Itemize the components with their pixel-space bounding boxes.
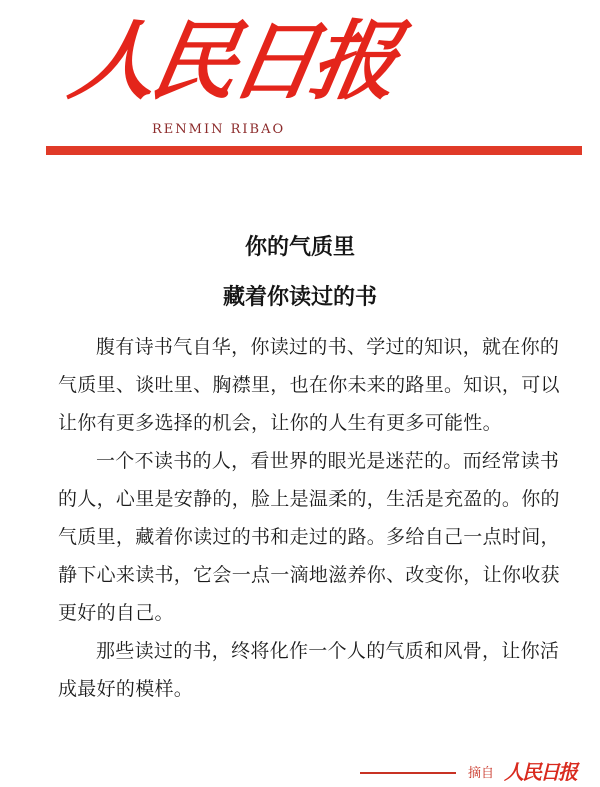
newspaper-pinyin: RENMIN RIBAO	[152, 122, 286, 137]
masthead-divider	[46, 146, 582, 155]
article-paragraph-1: 腹有诗书气自华，你读过的书、学过的知识，就在你的气质里、谈吐里、胸襟里，也在你未来的路里。知识，可以让你有更多选择的机会，让你的人生有更多可能性。	[58, 336, 560, 434]
article-title-line-2: 藏着你读过的书	[222, 285, 377, 310]
newspaper-logo: 人民日报	[63, 11, 401, 112]
source-label: 摘自	[468, 766, 495, 781]
article-title-line-1: 你的气质里	[244, 235, 355, 260]
source-attribution	[360, 758, 580, 784]
article-paragraph-2: 一个不读书的人，看世界的眼光是迷茫的。而经常读书的人，心里是安静的，脸上是温柔的，生活是充盈的。你的气质里，藏着你读过的书和走过的路。多给自己一点时间，静下心来读书，它会一点一滴地滋养你、改变你，让你收获更好的自己。	[58, 450, 560, 624]
source-logo: 人民日报	[504, 760, 576, 784]
source-divider-line	[360, 772, 456, 774]
article-paragraph-3: 那些读过的书，终将化作一个人的气质和风骨，让你活成最好的模样。	[58, 640, 560, 700]
article-body	[58, 328, 578, 708]
masthead	[0, 0, 600, 160]
